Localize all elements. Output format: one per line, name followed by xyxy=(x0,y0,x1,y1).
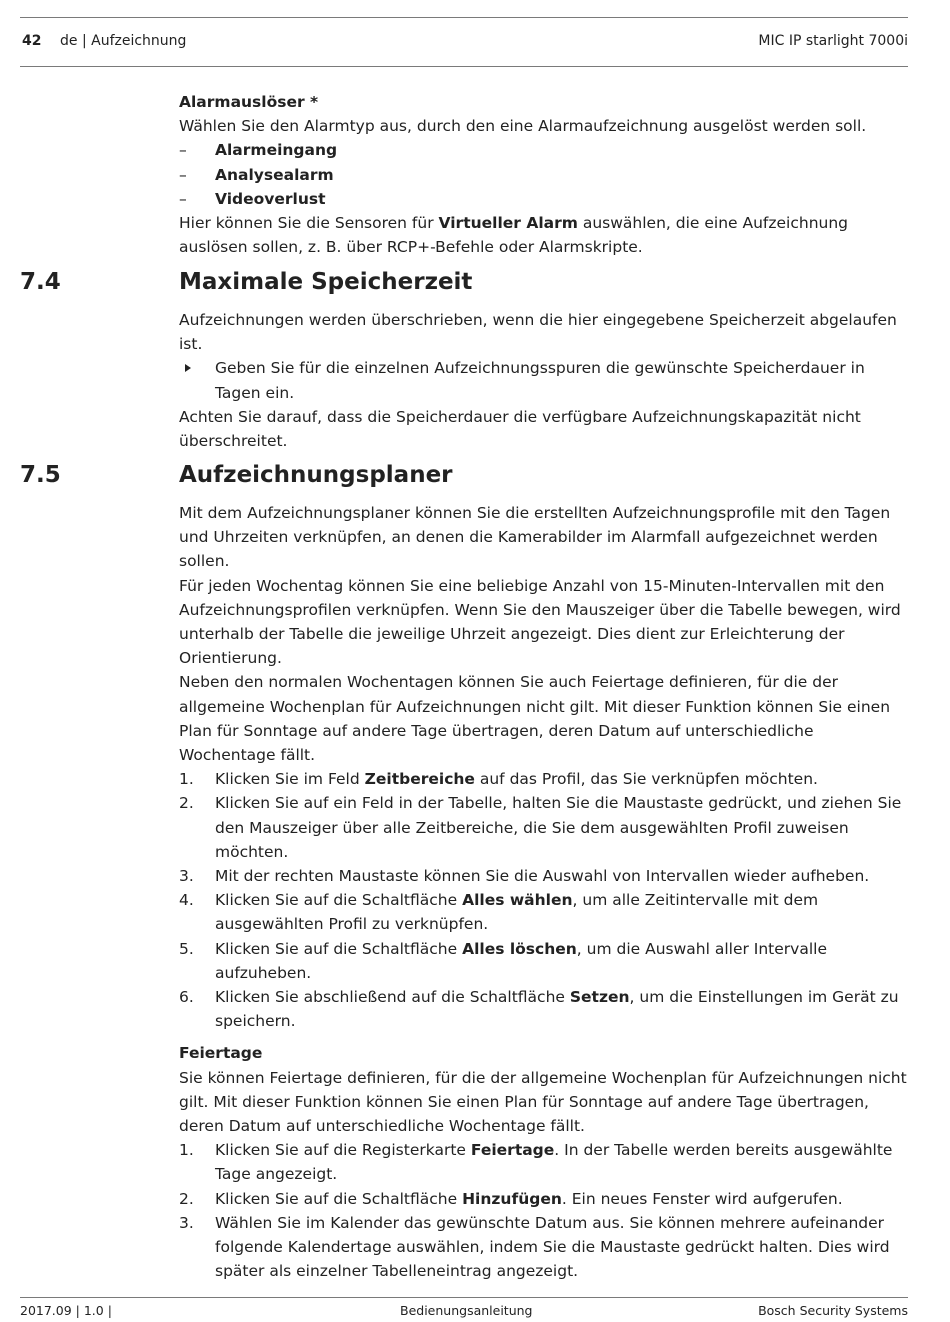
list-item-text: Klicken Sie abschließend auf die Schaltfläche Setzen, um die Einstellungen im Gerät zu speichern. xyxy=(215,988,899,1031)
footer-version: 2017.09 | 1.0 | xyxy=(20,1303,112,1318)
list-item xyxy=(179,1187,912,1211)
paragraph: Mit dem Aufzeichnungsplaner können Sie die erstellten Aufzeichnungsprofile mit den Tagen und Uhrzeiten verknüpfen, an denen die Kamerabilder im Alarmfall aufgezeichnet werden sollen. xyxy=(179,504,891,571)
footer-rule xyxy=(20,1297,908,1298)
list-item-text: Klicken Sie im Feld Zeitbereiche auf das Profil, das Sie verknüpfen möchten. xyxy=(215,770,818,789)
section-title: Maximale Speicherzeit xyxy=(179,269,473,295)
alarm-trigger-block xyxy=(179,90,912,259)
section-title: Aufzeichnungsplaner xyxy=(179,462,453,488)
list-item xyxy=(179,888,912,936)
list-item xyxy=(179,864,912,888)
footer-company: Bosch Security Systems xyxy=(758,1303,908,1318)
alarm-type-item: – Analysealarm xyxy=(179,165,334,184)
paragraph: Neben den normalen Wochentagen können Sie auch Feiertage definieren, für die der allgemeine Wochenplan für Aufzeichnungen nicht gilt. Mit dieser Funktion können Sie einen Plan für Sonntage auf andere Tage übertragen, deren Datum auf unterschiedliche Wochentage fällt. xyxy=(179,673,891,765)
list-item-text: Klicken Sie auf ein Feld in der Tabelle, halten Sie die Maustaste gedrückt, und ziehen Sie den Mauszeiger über alle Zeitbereiche, die Sie dem ausgewählten Profil zuweisen möchten. xyxy=(215,794,902,861)
list-item xyxy=(179,791,912,864)
section-number: 7.5 xyxy=(20,462,61,488)
list-item-text: Klicken Sie auf die Schaltfläche Alles wählen, um alle Zeitintervalle mit dem ausgewählten Profil zu verknüpfen. xyxy=(215,891,819,934)
list-item-number: 1. xyxy=(179,1141,194,1160)
list-item-text: Mit der rechten Maustaste können Sie die Auswahl von Intervallen wieder aufheben. xyxy=(215,867,870,886)
list-item-text: Klicken Sie auf die Registerkarte Feiertage. In der Tabelle werden bereits ausgewählte Tage angezeigt. xyxy=(215,1141,893,1184)
holiday-steps-list xyxy=(179,1138,912,1283)
holidays-intro: Sie können Feiertage definieren, für die der allgemeine Wochenplan für Aufzeichnungen nicht gilt. Mit dieser Funktion können Sie einen Plan für Sonntage auf andere Tage übertragen, deren Datum auf unterschiedliche Wochentage fällt. xyxy=(179,1068,907,1136)
list-item xyxy=(179,937,912,985)
list-item-number: 6. xyxy=(179,988,194,1007)
alarm-trigger-title: Alarmauslöser * xyxy=(179,93,319,111)
section-number: 7.4 xyxy=(20,269,61,295)
list-item-number: 5. xyxy=(179,939,194,958)
instruction-step: Geben Sie für die einzelnen Aufzeichnungsspuren die gewünschte Speicherdauer in Tagen ein. xyxy=(179,356,912,404)
alarm-type-item: – Videoverlust xyxy=(179,189,326,208)
list-item-text: Klicken Sie auf die Schaltfläche Hinzufügen. Ein neues Fenster wird aufgerufen. xyxy=(215,1189,843,1208)
list-item-number: 2. xyxy=(179,794,194,813)
virtual-alarm-paragraph: Hier können Sie die Sensoren für Virtueller Alarm auswählen, die eine Aufzeichnung auslösen sollen, z. B. über RCP+-Befehle oder Alarmskripte. xyxy=(179,214,849,257)
section-7-4-body xyxy=(179,308,912,453)
planner-steps-list xyxy=(179,767,912,1033)
list-item xyxy=(179,1138,912,1186)
list-item-number: 2. xyxy=(179,1189,194,1208)
list-item-number: 1. xyxy=(179,770,194,789)
page-number: 42 xyxy=(22,33,42,49)
list-item xyxy=(179,985,912,1033)
header-top-rule xyxy=(20,17,908,18)
list-item-number: 3. xyxy=(179,1213,194,1232)
header-product: MIC IP starlight 7000i xyxy=(758,33,908,49)
header-section: de | Aufzeichnung xyxy=(60,33,187,49)
alarm-type-item: – Alarmeingang xyxy=(179,141,338,160)
list-item-text: Wählen Sie im Kalender das gewünschte Datum aus. Sie können mehrere aufeinander folgende Kalendertage auswählen, indem Sie die Maustaste gedrückt halten. Dies wird später als einzelner Tabelleneintrag angezeigt. xyxy=(215,1213,890,1281)
section-7-5-body xyxy=(179,501,912,1284)
arrow-right-icon xyxy=(185,364,191,372)
list-item-number: 4. xyxy=(179,891,194,910)
alarm-trigger-intro: Wählen Sie den Alarmtyp aus, durch den eine Alarmaufzeichnung ausgelöst werden soll. xyxy=(179,117,867,136)
footer-doc-type: Bedienungsanleitung xyxy=(400,1303,533,1318)
storage-note: Achten Sie darauf, dass die Speicherdauer die verfügbare Aufzeichnungskapazität nicht überschreitet. xyxy=(179,407,861,451)
holidays-title: Feiertage xyxy=(179,1044,263,1063)
header-bottom-rule xyxy=(20,66,908,67)
storage-intro: Aufzeichnungen werden überschrieben, wenn die hier eingegebene Speicherzeit abgelaufen ist. xyxy=(179,311,897,354)
list-item-text: Klicken Sie auf die Schaltfläche Alles löschen, um die Auswahl aller Intervalle aufzuheben. xyxy=(215,939,827,982)
list-item xyxy=(179,1211,912,1284)
paragraph: Für jeden Wochentag können Sie eine beliebige Anzahl von 15-Minuten-Intervallen mit den Aufzeichnungsprofilen verknüpfen. Wenn Sie den Mauszeiger über die Tabelle bewegen, wird unterhalb der Tabelle die jeweilige Uhrzeit angezeigt. Dies dient zur Erleichterung der Orientierung. xyxy=(179,576,901,668)
list-item xyxy=(179,767,912,791)
list-item-number: 3. xyxy=(179,867,194,886)
